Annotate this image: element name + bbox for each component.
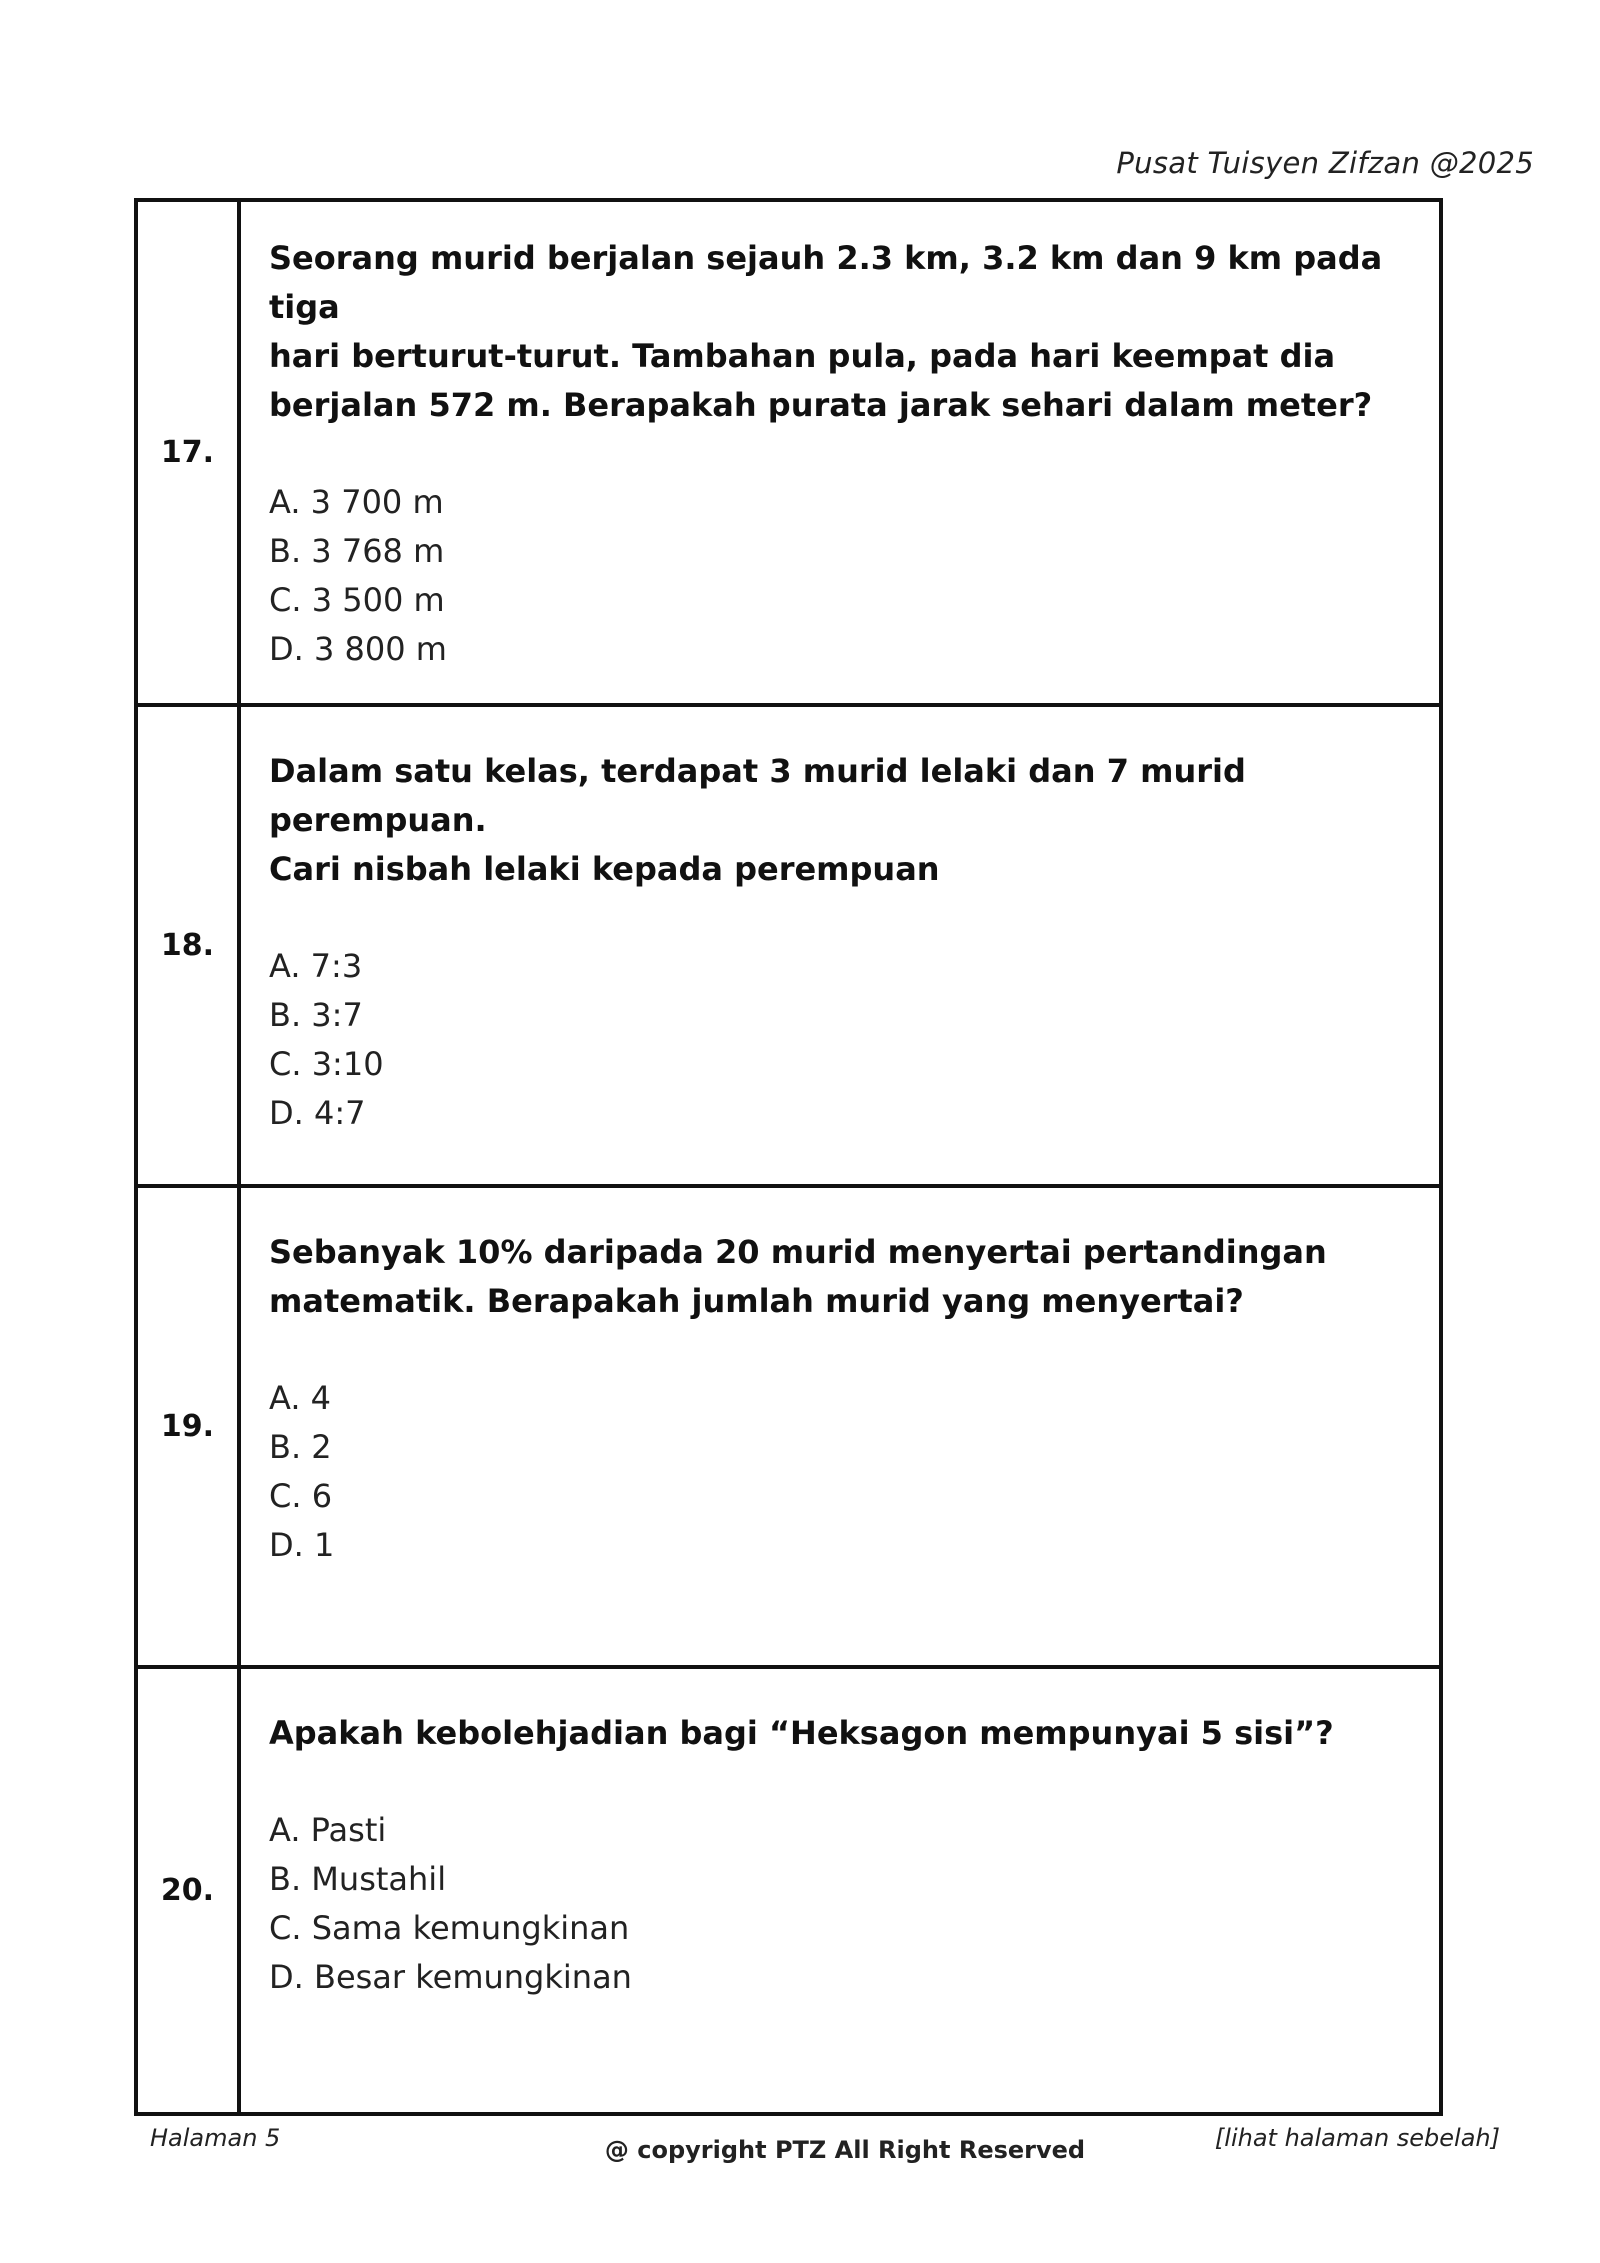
question-number: 17. <box>160 435 215 470</box>
next-page-note: [lihat halaman sebelah] <box>1214 2124 1500 2152</box>
option-a: A. 7:3 <box>269 947 363 985</box>
option-a: A. Pasti <box>269 1811 387 1849</box>
option-c: C. 3:10 <box>269 1045 384 1083</box>
question-content <box>269 234 1419 674</box>
question-text: Sebanyak 10% daripada 20 murid menyertai pertandingan matematik. Berapakah jumlah murid yang menyertai? <box>269 1233 1327 1320</box>
question-number-cell <box>138 202 241 703</box>
option-d: D. 4:7 <box>269 1094 366 1132</box>
header-note: Pusat Tuisyen Zifzan @2025 <box>1116 146 1534 180</box>
option-d: D. 1 <box>269 1526 335 1564</box>
question-text: Dalam satu kelas, terdapat 3 murid lelaki dan 7 murid perempuan. Cari nisbah lelaki kepada perempuan <box>269 752 1246 888</box>
question-number: 20. <box>160 1873 215 1908</box>
option-c: C. 3 500 m <box>269 581 445 619</box>
question-number-cell <box>138 1188 241 1665</box>
question-content <box>269 1709 1419 2002</box>
option-b: B. 3 768 m <box>269 532 445 570</box>
option-c: C. 6 <box>269 1477 333 1515</box>
option-b: B. 3:7 <box>269 996 363 1034</box>
option-b: B. 2 <box>269 1428 332 1466</box>
question-row <box>138 1188 1439 1669</box>
options-list <box>269 1374 1419 1570</box>
question-number: 18. <box>160 928 215 963</box>
copyright-notice: @ copyright PTZ All Right Reserved <box>604 2136 1086 2164</box>
option-a: A. 3 700 m <box>269 483 444 521</box>
question-row <box>138 707 1439 1188</box>
question-number-cell <box>138 1669 241 2112</box>
question-content <box>269 1228 1419 1570</box>
question-content <box>269 747 1419 1138</box>
page-number: Halaman 5 <box>150 2124 281 2152</box>
question-row <box>138 1669 1439 2112</box>
option-d: D. 3 800 m <box>269 630 447 668</box>
question-row <box>138 202 1439 707</box>
option-c: C. Sama kemungkinan <box>269 1909 630 1947</box>
options-list <box>269 942 1419 1138</box>
options-list <box>269 1806 1419 2002</box>
question-text: Seorang murid berjalan sejauh 2.3 km, 3.2 km dan 9 km pada tiga hari berturut-turut. Tambahan pula, pada hari keempat dia berjalan 572 m. Berapakah purata jarak sehari dalam meter? <box>269 239 1383 424</box>
option-b: B. Mustahil <box>269 1860 447 1898</box>
options-list <box>269 478 1419 674</box>
question-table <box>134 198 1443 2116</box>
question-text: Apakah kebolehjadian bagi “Heksagon mempunyai 5 sisi”? <box>269 1714 1334 1752</box>
question-number: 19. <box>160 1409 215 1444</box>
option-d: D. Besar kemungkinan <box>269 1958 632 1996</box>
option-a: A. 4 <box>269 1379 332 1417</box>
question-number-cell <box>138 707 241 1184</box>
